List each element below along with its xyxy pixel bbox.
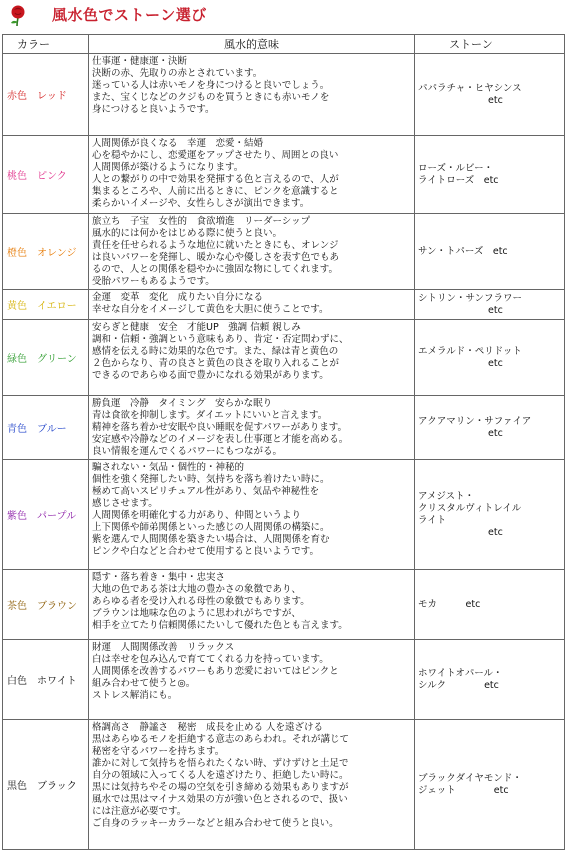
stone-cell <box>415 320 565 396</box>
meaning-line: ピンクや白などと合わせて使用すると良いようです。 <box>92 546 320 557</box>
stone-etc: etc <box>488 94 503 106</box>
meaning-line: 幸せな自分をイメージして黄色を大胆に使うことです。 <box>92 304 329 315</box>
meaning-line: 受胎パワーもあるようです。 <box>92 276 215 287</box>
meaning-line: 上下関係や師弟関係といった感じの人間関係の構築に。 <box>92 522 330 533</box>
stone-name: サン・トパーズ etc <box>418 245 508 257</box>
meaning-cell <box>89 214 415 290</box>
meaning-line: 黒はあらゆるモノを拒絶する意志のあらわれ。それが講じて <box>92 734 349 745</box>
meaning-line: ２色からなり、青の良さと黄色の良さを取り入れることが <box>92 358 340 369</box>
meaning-line: 極めて高いスピリチュアル性があり、気品や神秘性を <box>92 486 320 497</box>
table-row <box>3 136 565 214</box>
meaning-line: 人間関係を明確化する力があり、仲間というより <box>92 510 302 521</box>
meaning-keywords: 隠す・落ち着き・集中・忠実さ <box>92 572 226 583</box>
stone-name: エメラルド・ペリドット <box>418 345 522 357</box>
meaning-line: 感情を伝える時に効果的な色です。また、緑は青と黄色の <box>92 346 339 357</box>
meaning-keywords: 金運 変革 変化 成りたい自分になる <box>92 292 264 303</box>
meaning-line: 紫を選んで人間関係を築きたい場合は、人間関係を育む <box>92 534 330 545</box>
meaning-line: 精神を落ち着かせ安眠や良い睡眠を促すパワーがあります。 <box>92 422 347 433</box>
page-title: 風水色でストーン選び <box>52 6 207 24</box>
meaning-line: 柔らかいイメージや、女性らしさが演出できます。 <box>92 198 310 209</box>
stone-etc: etc <box>488 304 503 316</box>
stone-etc: etc <box>488 526 503 538</box>
meaning-line: 良い情報を運んでくるパワーにもつながる。 <box>92 446 283 457</box>
stone-cell <box>415 640 565 720</box>
stone-cell <box>415 570 565 640</box>
table-row <box>3 720 565 850</box>
stone-name: モカ etc <box>418 598 481 610</box>
color-name: 青色 ブルー <box>3 396 89 460</box>
meaning-line: 風水では黒はマイナス効果の方が強い色とされるので、扱い <box>92 794 348 805</box>
meaning-cell <box>89 640 415 720</box>
table-row <box>3 396 565 460</box>
meaning-line: また、宝くじなどのクジものを買うときにも赤いモノを <box>92 92 330 103</box>
table-row <box>3 570 565 640</box>
color-name: 紫色 パープル <box>3 460 89 570</box>
meaning-cell <box>89 460 415 570</box>
meaning-line: ストレス解消にも。 <box>92 690 178 701</box>
stone-cell <box>415 720 565 850</box>
meaning-keywords: 仕事運・健康運・決断 <box>92 56 188 67</box>
stone-name: ライト <box>418 514 447 526</box>
stone-cell <box>415 136 565 214</box>
meaning-line: 決断の赤、先取りの赤とされています。 <box>92 68 263 79</box>
stone-name: パパラチャ・ヒヤシンス <box>418 82 522 94</box>
color-name: 緑色 グリーン <box>3 320 89 396</box>
meaning-line: あらゆる者を受け入れる母性の象徴でもあります。 <box>92 596 310 607</box>
color-name: 茶色 ブラウン <box>3 570 89 640</box>
header-stone: ストーン <box>415 35 565 54</box>
meaning-keywords: 旅立ち 子宝 女性的 食欲増進 リーダーシップ <box>92 216 311 227</box>
stone-name: ローズ・ルビー・ <box>418 162 494 174</box>
meaning-cell <box>89 320 415 396</box>
meaning-line: 青は食欲を抑制します。ダイエットにいいと言えます。 <box>92 410 328 421</box>
meaning-line: 集まるところや、人前に出るときに、ピンクを意識すると <box>92 186 339 197</box>
meaning-line: 白は幸せを包み込んで育ててくれる力を持っています。 <box>92 654 329 665</box>
meaning-line: 身につけると良いようです。 <box>92 104 215 115</box>
meaning-line: 安定感や冷静などのイメージを表し仕事運と才能を高める。 <box>92 434 349 445</box>
meaning-line: 人との繋がりの中で効果を発揮する色と言えるので、人が <box>92 174 339 185</box>
meaning-line: には注意が必要です。 <box>92 806 187 817</box>
stone-cell <box>415 214 565 290</box>
meaning-line: ブラウンは地味な色のように思われがちですが、 <box>92 608 301 619</box>
stone-name: シルク etc <box>418 679 499 691</box>
stone-cell <box>415 460 565 570</box>
stone-table <box>2 34 565 850</box>
meaning-keywords: 勝負運 冷静 タイミング 安らかな眠り <box>92 398 273 409</box>
table-row <box>3 214 565 290</box>
stone-etc: etc <box>488 427 503 439</box>
meaning-cell <box>89 54 415 136</box>
meaning-line: 秘密を守るパワーを持ちます。 <box>92 746 225 757</box>
meaning-line: 感じさせます。 <box>92 498 158 509</box>
meaning-line: 組み合わせて使うと◎。 <box>92 678 196 689</box>
meaning-keywords: 安らぎと健康 安全 才能UP 強調 信頼 親しみ <box>92 322 301 333</box>
table-row <box>3 640 565 720</box>
stone-etc: etc <box>488 357 503 369</box>
meaning-line: 調和・信頼・強調という意味もあり、肯定・否定問わずに、 <box>92 334 349 345</box>
meaning-line: 大地の色である茶は大地の豊かさの象徴であり、 <box>92 584 302 595</box>
meaning-cell <box>89 290 415 320</box>
color-name: 桃色 ピンク <box>3 136 89 214</box>
color-name: 黄色 イエロー <box>3 290 89 320</box>
stone-name: ジェット etc <box>418 784 509 796</box>
stone-cell <box>415 54 565 136</box>
meaning-line: るので、人との関係を穏やかに強固な物にしてくれます。 <box>92 264 339 275</box>
meaning-line: 責任を任せられるような地位に就いたときにも、オレンジ <box>92 240 339 251</box>
meaning-cell <box>89 396 415 460</box>
stone-cell <box>415 290 565 320</box>
meaning-keywords: 財運 人間関係改善 リラックス <box>92 642 235 653</box>
color-name: 黒色 ブラック <box>3 720 89 850</box>
stone-name: クリスタルヴィトレイル <box>418 502 522 514</box>
meaning-line: 迷っている人は赤いモノを身につけると良いでしょう。 <box>92 80 330 91</box>
color-name: 橙色 オレンジ <box>3 214 89 290</box>
meaning-line: 相手を立てたり信頼関係にたいして優れた色とも言えます。 <box>92 620 348 631</box>
stone-name: ブラックダイヤモンド・ <box>418 772 522 784</box>
meaning-cell <box>89 570 415 640</box>
meaning-keywords: 人間関係が良くなる 幸運 恋愛・結婚 <box>92 138 264 149</box>
meaning-cell <box>89 136 415 214</box>
header-color: カラー <box>3 35 89 54</box>
table-row <box>3 320 565 396</box>
stone-name: ライトローズ etc <box>418 174 499 186</box>
header <box>0 0 566 32</box>
table-row <box>3 290 565 320</box>
rose-icon <box>6 4 30 28</box>
meaning-line: 個性を強く発揮したい時、気持ちを落ち着けたい時に。 <box>92 474 330 485</box>
table-row <box>3 460 565 570</box>
meaning-line: ご自身のラッキーカラーなどと組み合わせて使うと良い。 <box>92 818 339 829</box>
meaning-keywords: 騙されない・気品・個性的・神秘的 <box>92 462 245 473</box>
color-name: 赤色 レッド <box>3 54 89 136</box>
table-header-row <box>3 35 565 54</box>
meaning-line: 人間関係が築けるようになります。 <box>92 162 244 173</box>
meaning-line: 心を穏やかにし、恋愛運をアップさせたり、周囲との良い <box>92 150 339 161</box>
stone-name: アメジスト・ <box>418 490 475 502</box>
stone-cell <box>415 396 565 460</box>
meaning-line: は良いパワーを発揮し、暖かな心や優しさを表す色でもあ <box>92 252 340 263</box>
meaning-line: 風水的には何かをはじめる際に使うと良い。 <box>92 228 283 239</box>
stone-name: アクアマリン・サファイア <box>418 415 532 427</box>
meaning-line: 誰かに対して気持ちを悟られたくない時、ずけずけと土足で <box>92 758 349 769</box>
meaning-line: 黒には気持ちやその場の空気を引き締める効果もありますが <box>92 782 349 793</box>
meaning-keywords: 格調高さ 静謐さ 秘密 成長を止める 人を遠ざける <box>92 722 324 733</box>
table-row <box>3 54 565 136</box>
meaning-line: 自分の領域に入ってくる人を遠ざけたり、拒絶したい時に。 <box>92 770 349 781</box>
stone-name: シトリン・サンフラワー <box>418 292 523 304</box>
meaning-cell <box>89 720 415 850</box>
meaning-line: できるのであらゆる面で豊かになれる効果があります。 <box>92 370 329 381</box>
color-name: 白色 ホワイト <box>3 640 89 720</box>
stone-name: ホワイトオパール・ <box>418 667 503 679</box>
meaning-line: 人間関係を改善するパワーもあり恋愛においてはピンクと <box>92 666 339 677</box>
header-meaning: 風水的意味 <box>89 35 415 54</box>
